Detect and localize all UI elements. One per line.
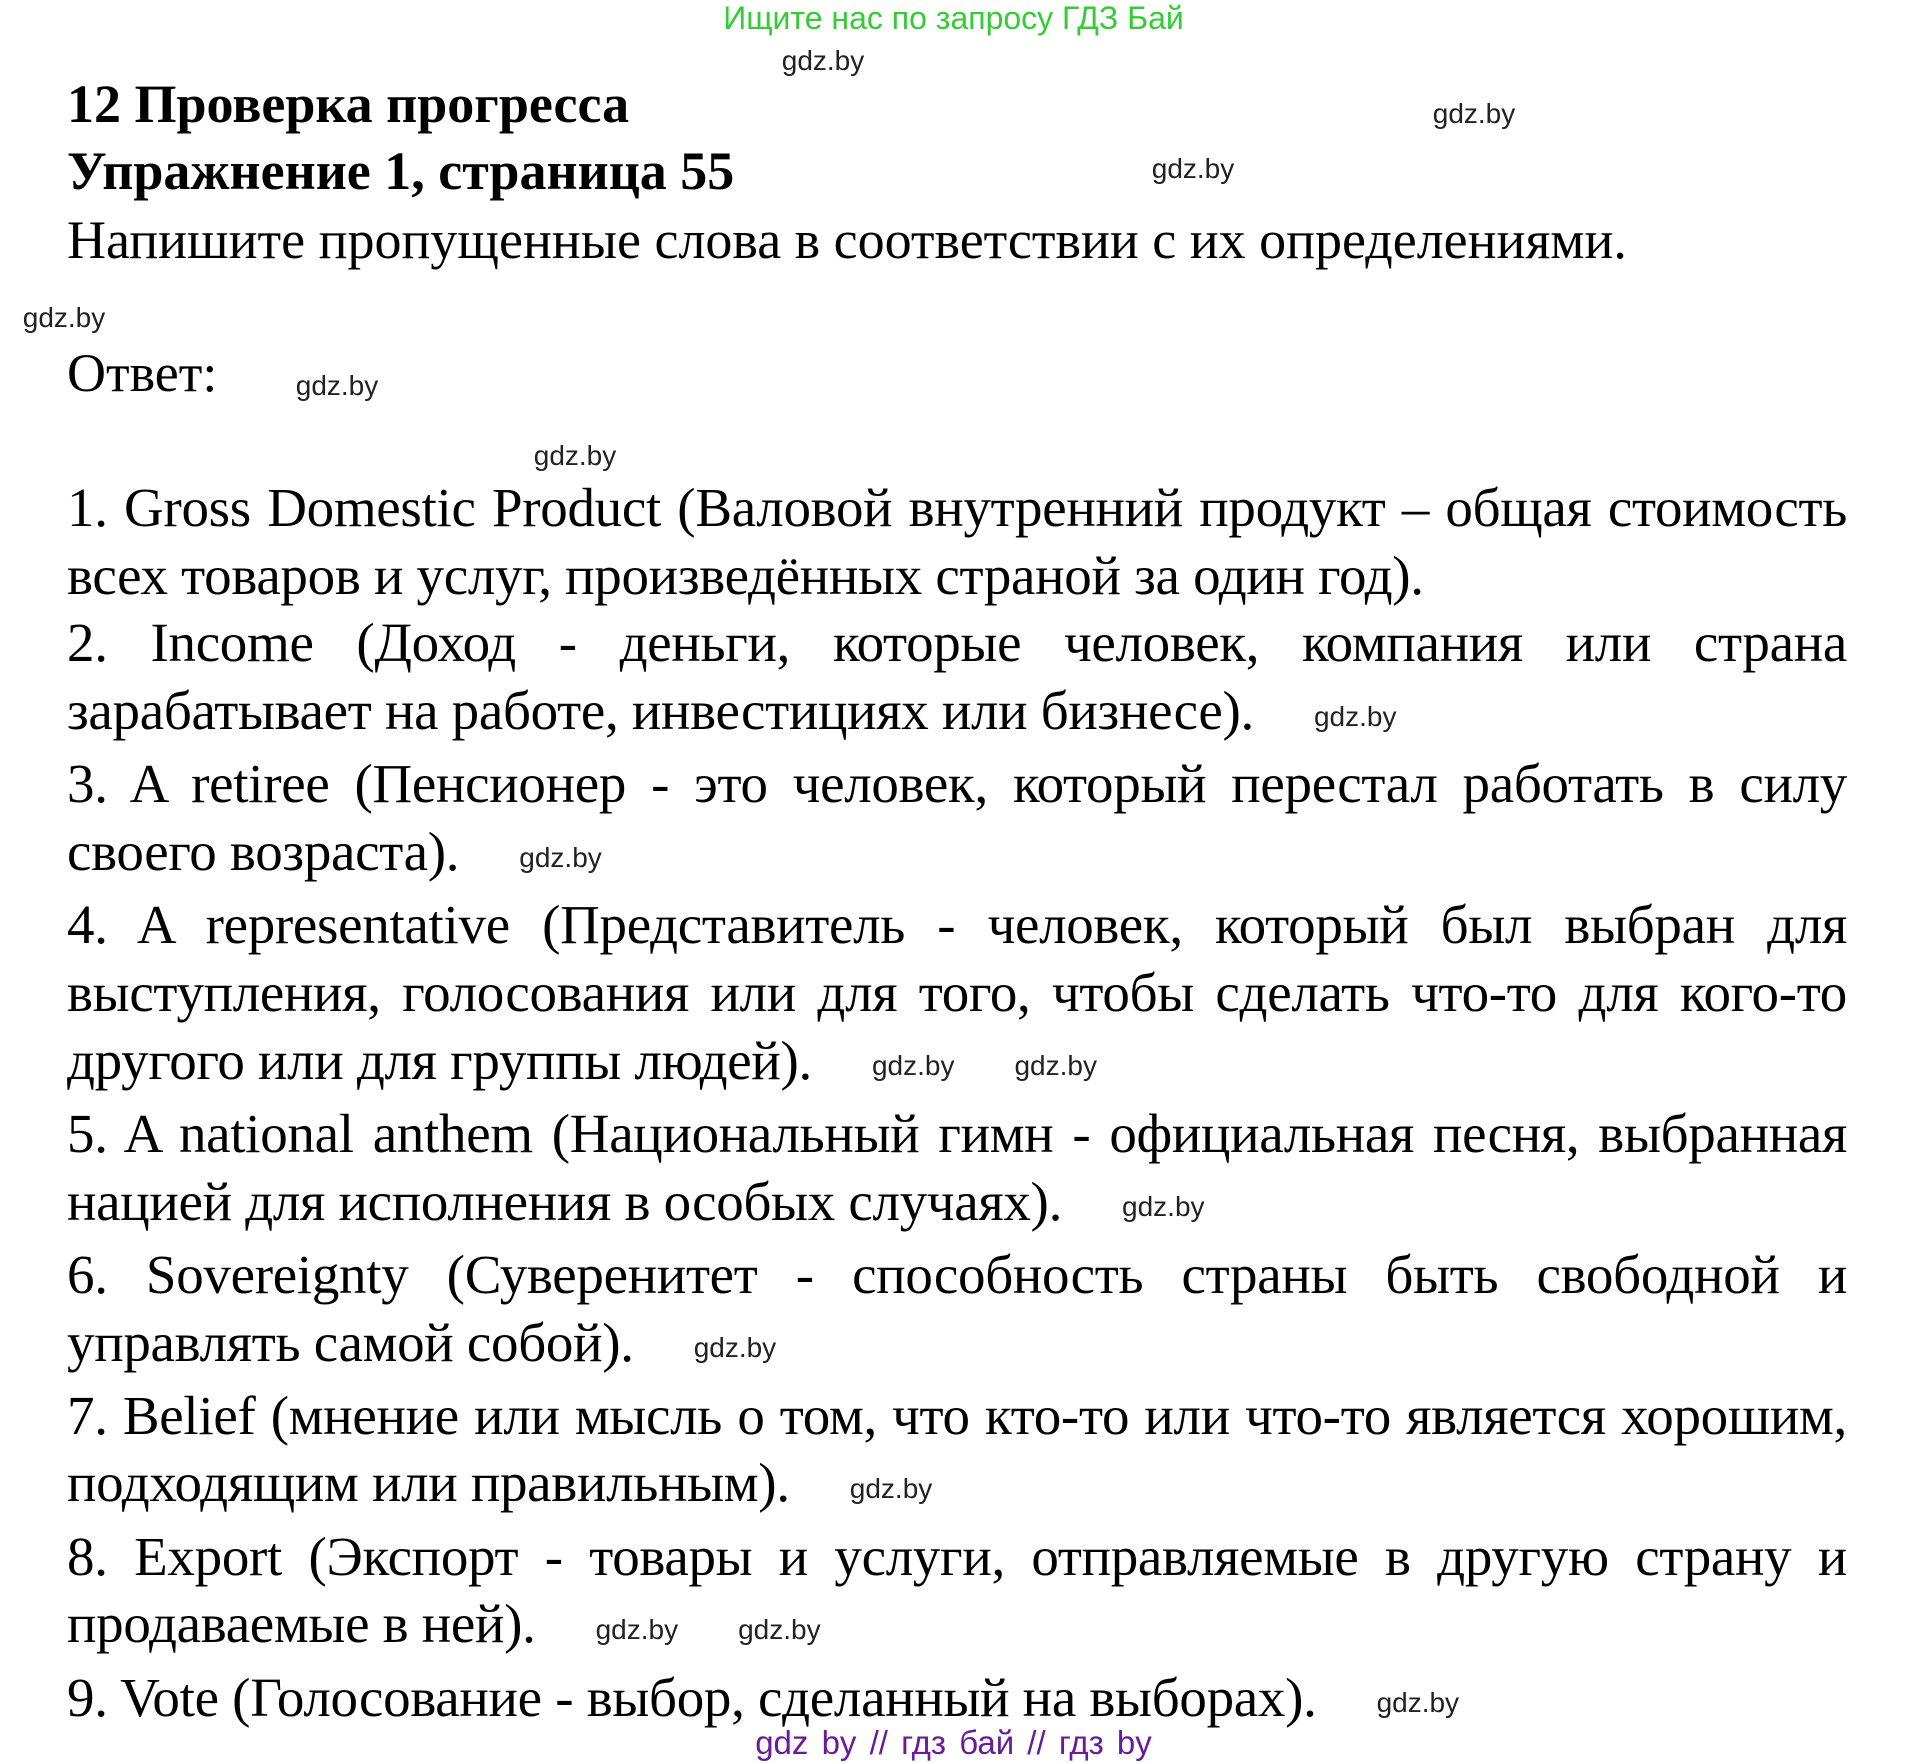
watermark: gdz.by [595,1613,679,1645]
section-title: 12 Проверка прогресса [67,74,630,134]
answer-text: 1. Gross Domestic Product (Валовой внутренний продукт – общая стоимость всех товаров и услуг, произведённых страной за один год). [67,477,1847,606]
watermark: gdz.by [1432,98,1516,129]
answer-text: 2. Income (Доход - деньги, которые человек, компания или страна зарабатывает на работе, инвестициях или бизнесе). [67,612,1847,742]
footer-links: gdz by // гдз бай // гдз by [755,1724,1152,1761]
answer-item [67,1241,1847,1382]
answer-item [67,474,1847,609]
watermark: gdz.by [693,1332,777,1364]
answer-text: 5. A national anthem (Национальный гимн - официальная песня, выбранная нацией для исполнения в особых случаях). [67,1102,1847,1232]
watermark: gdz.by [1014,1050,1097,1082]
watermark: gdz.by [1151,153,1235,184]
watermark: gdz.by [738,1613,821,1645]
watermark: gdz.by [781,45,865,76]
watermark: gdz.by [519,841,602,873]
answer-item [67,1523,1847,1664]
search-banner: Ищите нас по запросу ГДЗ Бай [723,0,1184,36]
answer-text: 4. A representative (Представитель - человек, который был выбран для выступления, голосования или для того, чтобы сделать что-то для кого-то другого или для группы людей). [67,894,1847,1091]
answer-item [67,609,1847,750]
answer-text: 8. Export (Экспорт - товары и услуги, отправляемые в другую страну и продаваемые в ней). [67,1525,1847,1655]
answer-text: 3. A retiree (Пенсионер - это человек, который перестал работать в силу своего возраста). [67,753,1847,883]
answer-item [67,891,1847,1100]
watermark: gdz.by [533,440,617,471]
answer-text: 7. Belief (мнение или мысль о том, что кто-то или что-то является хорошим, подходящим или правильным). [67,1384,1847,1514]
answer-text: 6. Sovereignty (Суверенитет - способность страны быть свободной и управлять самой собой). [67,1243,1847,1373]
exercise-title: Упражнение 1, страница 55 [67,141,735,201]
watermark: gdz.by [1376,1687,1460,1719]
watermark: gdz.by [849,1472,933,1504]
exercise-instruction: Напишите пропущенные слова в соответствии с их определениями. [67,210,1627,270]
answer-text: 9. Vote (Голосование - выбор, сделанный на выборах). [67,1666,1317,1728]
watermark: gdz.by [871,1050,955,1082]
watermark: gdz.by [295,370,379,401]
watermark: gdz.by [22,302,106,333]
answer-item [67,1100,1847,1241]
watermark: gdz.by [1313,700,1397,732]
answer-label: Ответ: [67,343,218,403]
answer-item [67,750,1847,891]
answer-list [67,474,1847,1737]
answer-item [67,1382,1847,1523]
watermark: gdz.by [1122,1191,1205,1223]
